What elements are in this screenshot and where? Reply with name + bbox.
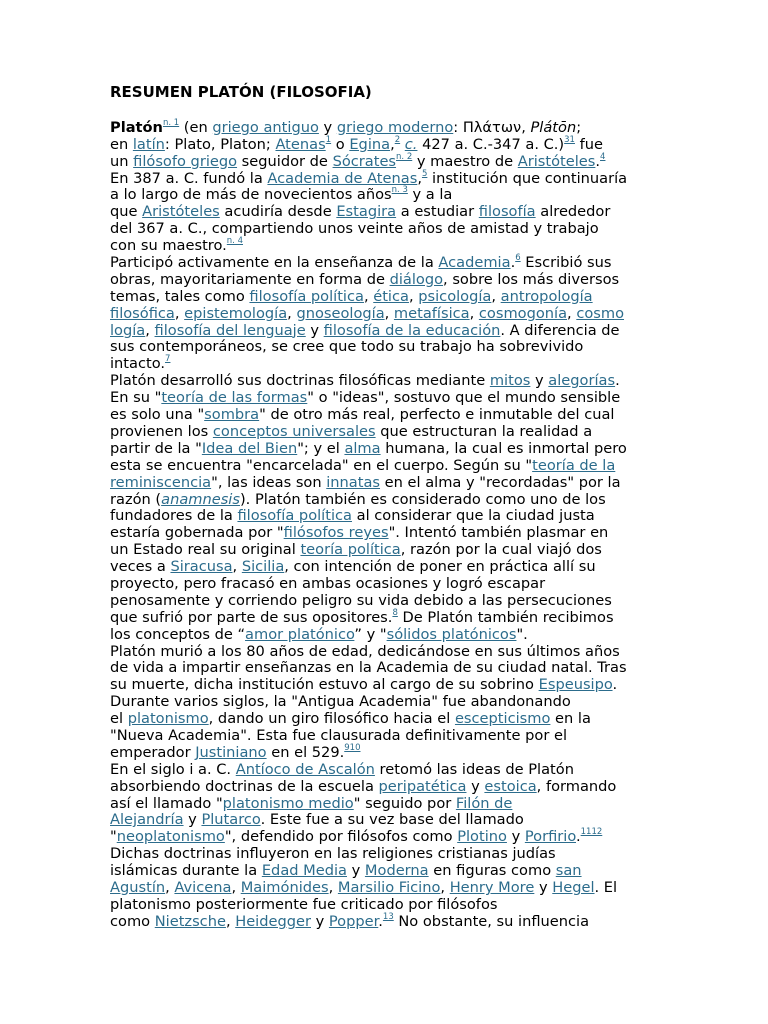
text-line [110,607,658,627]
inline-link[interactable]: latín [132,135,165,153]
text-segment: , razón por la cual viajó dos [400,541,602,559]
inline-link[interactable]: Academia de Atenas [267,169,418,187]
text-segment: en figuras como [428,862,556,880]
text-segment: del 367 a. C., compartiendo unos veinte años de amistad y trabajo [110,220,599,238]
text-segment: un Estado real su original [110,541,301,559]
text-segment: el [110,710,128,728]
text-segment: su muerte, dicha institución estuvo al cargo de su sobrino [110,676,539,694]
inline-link[interactable]: sombra [204,406,260,424]
footnote-ref[interactable] [600,152,605,162]
text-segment: y [530,372,549,390]
inline-link[interactable]: alma [344,439,381,457]
text-segment: y [506,828,525,846]
text-segment: obras, mayoritariamente en forma de [110,270,390,288]
inline-link[interactable]: filosófica [110,304,175,322]
text-segment: , sobre los más diversos [443,270,620,288]
inline-link[interactable]: Sócrates [332,152,397,170]
inline-link[interactable]: filósofo griego [133,152,238,170]
text-line [110,593,658,610]
footnote-ref[interactable] [227,236,243,246]
text-segment: " o "ideas", sostuvo que el mundo sensible [307,389,621,407]
text-segment: los conceptos de “ [110,625,246,643]
text-segment: De Platón también recibimos [397,608,614,626]
footnote-ref[interactable] [564,135,575,145]
inline-link[interactable]: conceptos universales [212,422,376,440]
inline-link[interactable]: reminiscencia [110,473,212,491]
text-segment: . [595,152,601,170]
text-segment: " de otro más real, perfecto e inmutable del cual [259,406,615,424]
text-segment: proyecto, pero fracasó en ambas ocasiones y logró escapar [110,574,546,592]
inline-link[interactable]: Antíoco de Ascalón [235,760,375,778]
inline-link[interactable]: platonismo [127,710,209,728]
text-line [110,863,658,880]
text-segment: así el llamado " [110,794,223,812]
inline-link[interactable]: Aristóteles [142,203,220,221]
inline-link[interactable]: Egina [349,135,391,153]
text-segment: Platón desarrolló sus doctrinas filosóficas mediante [110,372,490,390]
text-line [110,306,658,323]
inline-link[interactable]: Henry More [449,878,535,896]
text-segment: razón ( [110,490,162,508]
footnote-ref[interactable] [165,354,170,364]
text-segment: Dichas doctrinas influyeron en las religiones cristianas judías [110,845,556,863]
text-segment: y [318,118,337,136]
text-segment: ", defendido por filósofos como [224,828,458,846]
footnote-ref[interactable] [396,152,412,162]
inline-link[interactable]: epistemología [184,304,288,322]
document-page [110,84,658,931]
text-segment: y [534,878,553,896]
text-segment: , [231,878,241,896]
text-segment: como [110,912,155,930]
text-segment: No obstante, su influencia [393,912,590,930]
inline-link[interactable]: Filón de [455,794,513,812]
text-segment: que sufrió por parte de sus opositores. [110,608,393,626]
text-segment: ". Intentó también plasmar en [388,524,609,542]
text-segment: penosamente y corriendo peligro su vida debido a las persecuciones [110,591,612,609]
inline-link[interactable]: Popper [328,912,379,930]
inline-link[interactable]: escepticismo [454,710,551,728]
text-segment: Plátōn [530,118,577,136]
footnote-link[interactable]: 910 [344,742,361,753]
inline-link[interactable]: c. [404,135,418,153]
text-segment: Escribió sus [520,254,612,272]
text-segment: En su " [110,389,162,407]
inline-link[interactable]: anamnesis [161,490,240,508]
inline-link[interactable]: gnoseología [296,304,385,322]
text-segment: estaría gobernada por " [110,524,284,542]
footnote-link[interactable]: n. 1 [162,117,180,128]
inline-link[interactable]: Academia [438,254,511,272]
text-line [110,796,658,813]
inline-link[interactable]: psicología [418,287,492,305]
inline-link[interactable]: antropología [500,287,593,305]
text-segment: con su maestro. [110,237,227,255]
inline-link[interactable]: Espeusipo [538,676,613,694]
inline-link[interactable]: griego antiguo [212,118,319,136]
inline-link[interactable]: teoría de la [532,456,616,474]
text-segment: y [305,321,324,339]
text-line [110,458,658,475]
text-segment: ; [576,118,582,136]
text-segment: , [417,169,422,187]
text-line [110,117,658,137]
text-segment: ". [516,625,528,643]
text-line [110,151,658,171]
text-line [110,812,658,829]
text-segment: o [331,135,350,153]
text-line [110,134,658,154]
footnote-link[interactable]: 6 [515,253,521,264]
text-segment: " [110,828,117,846]
text-segment: absorbiendo doctrinas de la escuela [110,777,379,795]
text-segment: ", las ideas son [211,473,327,491]
inline-link[interactable]: Plutarco [201,811,261,829]
footnote-link[interactable]: 5 [421,168,428,179]
text-line [110,424,658,441]
inline-link[interactable]: Porfirio [524,828,576,846]
document-title: RESUMEN PLATÓN (FILOSOFIA) [110,83,372,101]
inline-link[interactable]: metafísica [393,304,470,322]
text-line [110,728,658,745]
text-segment: intacto. [110,355,166,373]
text-line [110,168,658,188]
inline-link[interactable]: Heidegger [235,912,311,930]
text-segment: provienen los [110,422,213,440]
inline-link[interactable]: filosofía de la educación [323,321,501,339]
document-body [110,117,658,931]
text-line [110,829,658,846]
text-segment: , [232,558,242,576]
text-segment: sus contemporáneos, se cree que todo su trabajo ha sobrevivido [110,338,584,356]
inline-link[interactable]: filosofía [478,203,536,221]
text-segment: "; y el [297,439,345,457]
inline-link[interactable]: Hegel [552,878,595,896]
text-segment: un [110,152,134,170]
text-segment: fue [574,135,603,153]
footnote-ref[interactable] [581,827,603,837]
text-line [110,627,658,644]
inline-link[interactable]: cosmo [576,304,625,322]
text-segment: En el siglo i a. C. [110,760,236,778]
text-segment: , dando un giro filosófico hacia el [208,710,455,728]
text-segment: : Plato, Platon; [164,135,276,153]
text-segment: y a la [407,186,453,204]
inline-link[interactable]: Alejandría [110,811,184,829]
text-line [110,660,658,677]
footnote-link[interactable]: 7 [165,354,171,365]
text-segment: Durante varios siglos, la "Antigua Academia" fue abandonando [110,693,571,711]
text-segment: en el 529. [266,743,345,761]
text-line [110,187,658,204]
text-segment: a lo largo de más de novecientos años [110,186,392,204]
inline-link[interactable]: Marsilio Ficino [337,878,441,896]
text-line [110,339,658,356]
inline-link[interactable]: Nietzsche [154,912,226,930]
footnote-link[interactable]: 13 [382,911,394,922]
inline-link[interactable]: Idea del Bien [201,439,298,457]
text-segment: alrededor [535,203,611,221]
inline-link[interactable]: Moderna [364,862,429,880]
text-segment: , con intención de poner en práctica allí su [284,558,596,576]
text-line [110,441,658,458]
text-segment: . [615,372,620,390]
text-line [110,559,658,576]
text-segment: , [384,304,394,322]
text-line [110,255,658,272]
text-segment: partir de la " [110,439,202,457]
text-segment: , [440,878,450,896]
text-segment: veces a [110,558,171,576]
text-segment: platonismo posteriormente fue criticado por filósofos [110,895,498,913]
inline-link[interactable]: alegorías [548,372,616,390]
text-line [110,711,658,728]
footnote-link[interactable]: 1 [325,134,332,145]
text-segment: y [347,862,365,880]
text-line [110,407,658,424]
text-segment: , [363,287,374,305]
text-line [110,475,658,492]
text-segment: en el alma y "recordadas" por la [380,473,621,491]
footnote-link[interactable]: 31 [564,134,575,145]
text-segment: " seguido por [353,794,456,812]
inline-link[interactable]: peripatética [378,777,467,795]
text-line [110,911,658,931]
text-segment: seguidor de [237,152,333,170]
text-segment: y maestro de [412,152,518,170]
inline-link[interactable]: sólidos platónicos [386,625,517,643]
text-segment: , [174,304,185,322]
text-line [110,677,658,694]
inline-link[interactable]: griego moderno [336,118,454,136]
text-segment: emperador [110,743,196,761]
text-segment: retomó las ideas de Platón [374,760,574,778]
text-segment: , [328,878,338,896]
inline-link[interactable]: Aristóteles [517,152,596,170]
footnote-link[interactable]: n. 2 [396,151,413,162]
text-segment: , [390,135,395,153]
text-line [110,576,658,593]
inline-link[interactable]: Sicilia [241,558,285,576]
inline-link[interactable]: Agustín [110,878,166,896]
text-segment: , [287,304,297,322]
inline-link[interactable]: platonismo medio [222,794,354,812]
footnote-ref[interactable] [383,912,394,922]
footnote-link[interactable]: n. 4 [226,236,243,247]
footnote-link[interactable]: n. 3 [391,185,408,196]
inline-link[interactable]: filósofos reyes [283,524,389,542]
text-segment: islámicas durante la [110,862,262,880]
text-line [110,779,658,796]
text-segment: es solo una " [110,406,205,424]
text-segment: que [110,203,143,221]
text-line [110,525,658,542]
text-line [110,762,658,779]
inline-link[interactable]: Siracusa [170,558,233,576]
text-line [110,272,658,289]
text-segment: 427 a. C.-347 a. C.) [417,135,565,153]
inline-link[interactable]: Edad Media [261,862,347,880]
text-segment: . [510,254,516,272]
text-segment: , [567,304,577,322]
text-segment: fundadores de la [110,507,238,525]
text-line [110,644,658,661]
inline-link[interactable]: Atenas [275,135,326,153]
text-segment: Participó activamente en la enseñanza de la [110,254,439,272]
inline-link[interactable]: diálogo [389,270,444,288]
text-line [110,390,658,407]
text-segment: , [225,912,236,930]
text-segment: al considerar que la ciudad justa [351,507,595,525]
text-line [110,323,658,340]
text-segment: , formando [536,777,617,795]
text-line [110,880,658,897]
text-line [110,204,658,221]
text-segment: de vida a impartir enseñanzas en la Academia de su ciudad natal. Tras [110,659,627,677]
text-segment: y [310,912,329,930]
text-segment: . El [594,878,618,896]
footnote-link[interactable]: 1112 [580,827,603,838]
inline-link[interactable]: cosmogonía [478,304,568,322]
text-segment: en la [550,710,591,728]
text-line [110,492,658,509]
text-segment: , [165,878,175,896]
inline-link[interactable]: Justiniano [195,743,267,761]
footnote-ref[interactable] [163,118,179,128]
inline-link[interactable]: neoplatonismo [116,828,225,846]
text-segment: institución que continuaría [427,169,628,187]
text-segment: ). Platón también es considerado como uno de los [239,490,606,508]
bold-term: Platón [110,118,163,136]
inline-link[interactable]: Plotino [457,828,507,846]
inline-link[interactable]: filosofía política [237,507,352,525]
text-line [110,846,658,863]
text-segment: : Πλάτων, [453,118,531,136]
text-segment: y [183,811,202,829]
text-line [110,221,658,238]
text-segment: . A diferencia de [500,321,620,339]
inline-link[interactable]: filosofía política [249,287,364,305]
text-line [110,508,658,525]
text-segment: , [408,287,419,305]
inline-link[interactable]: filosofía del lenguaje [154,321,306,339]
text-segment: . Este fue a su vez base del llamado [260,811,524,829]
text-segment: acudiría desde [219,203,337,221]
inline-link[interactable]: teoría de las formas [161,389,308,407]
text-segment: a estudiar [396,203,479,221]
text-line [110,356,658,373]
inline-link[interactable]: Avicena [174,878,232,896]
footnote-link[interactable]: 8 [392,607,398,618]
text-segment: que estructuran la realidad a [375,422,593,440]
footnote-link[interactable]: 2 [394,134,401,145]
text-segment: (en [179,118,213,136]
text-line [110,238,658,255]
text-line [110,742,658,762]
inline-link[interactable]: ética [373,287,409,305]
text-line [110,373,658,390]
inline-link[interactable]: logía [110,321,146,339]
text-segment: humana, la cual es inmortal pero [380,439,627,457]
inline-link[interactable]: estoica [484,777,537,795]
inline-link[interactable]: mitos [489,372,531,390]
inline-link[interactable]: Maimónides [240,878,329,896]
text-segment: . [576,828,581,846]
inline-link[interactable]: innatas [326,473,381,491]
text-segment: . [612,676,618,694]
text-segment: , [469,304,479,322]
text-segment: en [110,135,133,153]
text-line [110,289,658,306]
text-segment: esta se encuentra "encarcelada" en el cuerpo. Según su " [110,456,533,474]
footnote-link[interactable]: 4 [600,151,606,162]
footnote-ref[interactable] [392,185,408,195]
text-segment: Platón murió a los 80 años de edad, dedicándose en sus últimos años [110,642,620,660]
inline-link[interactable]: san [555,862,582,880]
text-segment: , [491,287,501,305]
text-segment: . [378,912,383,930]
text-segment: ” y " [354,625,387,643]
text-segment: , [145,321,155,339]
text-line [110,542,658,559]
footnote-ref[interactable] [344,743,360,753]
text-segment: En 387 a. C. fundó la [110,169,268,187]
inline-link[interactable]: Estagira [336,203,397,221]
inline-link[interactable]: teoría política [300,541,401,559]
text-segment: y [466,777,485,795]
text-segment: "Nueva Academia". Esta fue clausurada definitivamente por el [110,726,568,744]
inline-link[interactable]: amor platónico [245,625,355,643]
text-segment: temas, tales como [110,287,250,305]
text-line [110,694,658,711]
